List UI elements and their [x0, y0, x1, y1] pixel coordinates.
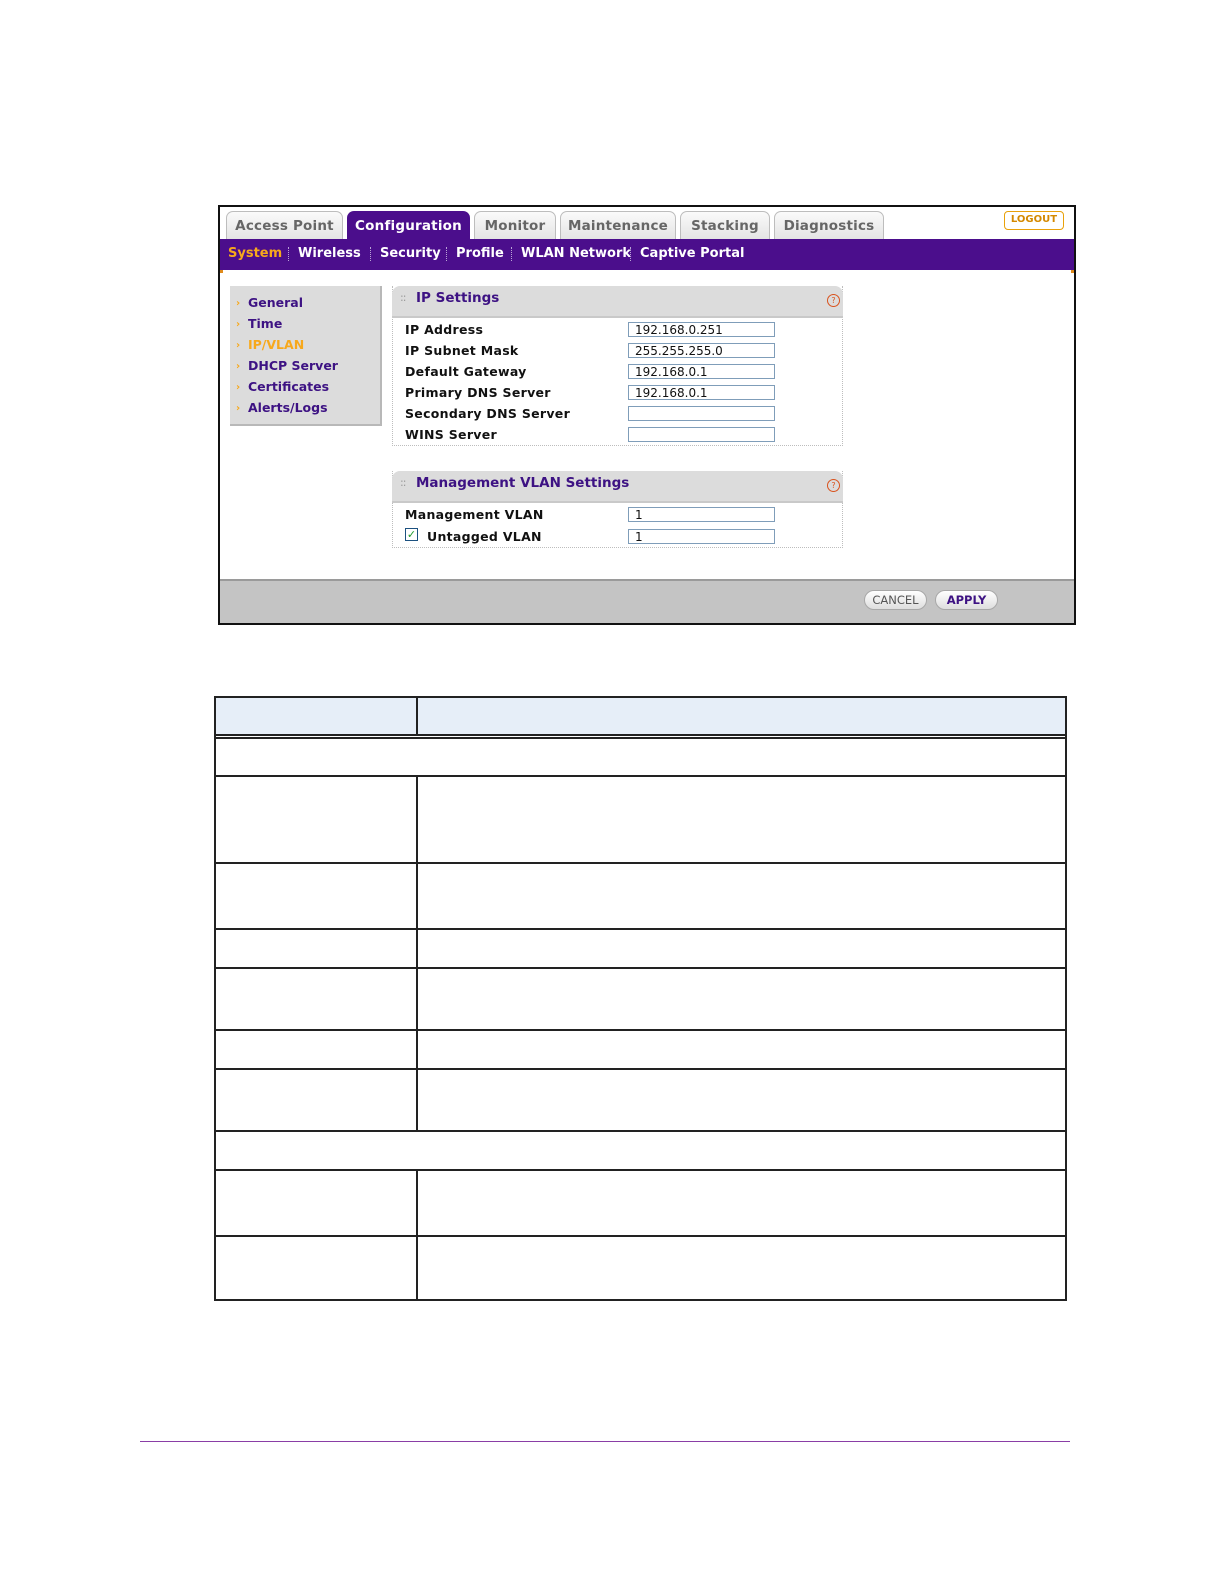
- help-icon[interactable]: ?: [827, 479, 840, 492]
- chevron-right-icon: ›: [236, 361, 241, 372]
- left-menu: [230, 286, 382, 426]
- tab-stacking[interactable]: Stacking: [680, 211, 770, 239]
- column-divider: [416, 1169, 418, 1301]
- main-tab-bar: [220, 207, 1074, 239]
- subnav-wireless[interactable]: Wireless: [298, 246, 361, 261]
- subnav-separator: [370, 247, 371, 261]
- ip-settings-title: IP Settings: [416, 290, 500, 306]
- chevron-right-icon: ›: [236, 298, 241, 309]
- subnav-separator: [630, 247, 631, 261]
- subnav-separator: [511, 247, 512, 261]
- primary-dns-label: Primary DNS Server: [405, 385, 551, 400]
- subnav-security[interactable]: Security: [380, 246, 441, 261]
- vlan-settings-panel: [392, 471, 843, 548]
- subnet-mask-input[interactable]: [628, 343, 775, 358]
- row-divider: [216, 862, 1065, 864]
- chevron-right-icon: ›: [236, 403, 241, 414]
- row-divider: [216, 1169, 1065, 1171]
- secondary-dns-input[interactable]: [628, 406, 775, 421]
- left-menu-time[interactable]: Time: [248, 316, 283, 331]
- left-menu-general[interactable]: General: [248, 295, 303, 310]
- vlan-settings-title: Management VLAN Settings: [416, 475, 630, 491]
- untagged-vlan-label: Untagged VLAN: [427, 529, 542, 544]
- ip-settings-header: [392, 286, 843, 318]
- subnav-system[interactable]: System: [228, 246, 283, 261]
- row-divider: [216, 737, 1065, 739]
- subnav-wlan-network[interactable]: WLAN Network: [521, 246, 631, 261]
- table-header-row: [216, 698, 1065, 736]
- settings-description-table: [214, 696, 1067, 1301]
- sub-navigation: [220, 239, 1074, 270]
- row-divider: [216, 1235, 1065, 1237]
- untagged-vlan-checkbox[interactable]: ✓: [406, 528, 417, 541]
- secondary-dns-label: Secondary DNS Server: [405, 406, 571, 421]
- apply-button[interactable]: APPLY: [935, 590, 998, 610]
- left-menu-certificates[interactable]: Certificates: [248, 379, 330, 394]
- drag-handle-icon: ::: [400, 291, 406, 304]
- ip-settings-panel: [392, 286, 843, 446]
- action-footer: [220, 579, 1074, 623]
- vlan-settings-header: [392, 471, 843, 503]
- left-menu-alerts-logs[interactable]: Alerts/Logs: [248, 400, 328, 415]
- row-divider: [216, 1130, 1065, 1132]
- management-vlan-input[interactable]: [628, 507, 775, 522]
- row-divider: [216, 775, 1065, 777]
- left-menu-ip-vlan[interactable]: IP/VLAN: [248, 337, 305, 352]
- tab-diagnostics[interactable]: Diagnostics: [774, 211, 884, 239]
- cancel-button[interactable]: CANCEL: [864, 590, 927, 610]
- row-divider: [216, 928, 1065, 930]
- subnav-corner-accent: [1071, 270, 1074, 273]
- subnav-profile[interactable]: Profile: [456, 246, 504, 261]
- row-divider: [216, 967, 1065, 969]
- help-icon[interactable]: ?: [827, 294, 840, 307]
- chevron-right-icon: ›: [236, 382, 241, 393]
- page-footer-rule: [140, 1441, 1070, 1442]
- subnav-separator: [446, 247, 447, 261]
- tab-access-point[interactable]: Access Point: [226, 211, 343, 239]
- row-divider: [216, 1068, 1065, 1070]
- subnet-mask-label: IP Subnet Mask: [405, 343, 519, 358]
- row-divider: [216, 1029, 1065, 1031]
- primary-dns-input[interactable]: [628, 385, 775, 400]
- wins-server-input[interactable]: [628, 427, 775, 442]
- tab-configuration[interactable]: Configuration: [347, 211, 470, 239]
- logout-button[interactable]: LOGOUT: [1004, 211, 1064, 230]
- left-menu-dhcp-server[interactable]: DHCP Server: [248, 358, 338, 373]
- column-divider: [416, 775, 418, 1130]
- ip-address-label: IP Address: [405, 322, 484, 337]
- subnav-captive-portal[interactable]: Captive Portal: [640, 246, 745, 261]
- tab-monitor[interactable]: Monitor: [474, 211, 556, 239]
- default-gateway-input[interactable]: [628, 364, 775, 379]
- ip-address-input[interactable]: [628, 322, 775, 337]
- default-gateway-label: Default Gateway: [405, 364, 527, 379]
- tab-maintenance[interactable]: Maintenance: [560, 211, 676, 239]
- management-vlan-label: Management VLAN: [405, 507, 544, 522]
- column-divider: [416, 698, 418, 734]
- chevron-right-icon: ›: [236, 319, 241, 330]
- subnav-separator: [288, 247, 289, 261]
- chevron-right-icon: ›: [236, 340, 241, 351]
- untagged-vlan-input[interactable]: [628, 529, 775, 544]
- wins-server-label: WINS Server: [405, 427, 497, 442]
- ui-screenshot: [218, 205, 1076, 625]
- subnav-corner-accent: [220, 270, 223, 273]
- drag-handle-icon: ::: [400, 476, 406, 489]
